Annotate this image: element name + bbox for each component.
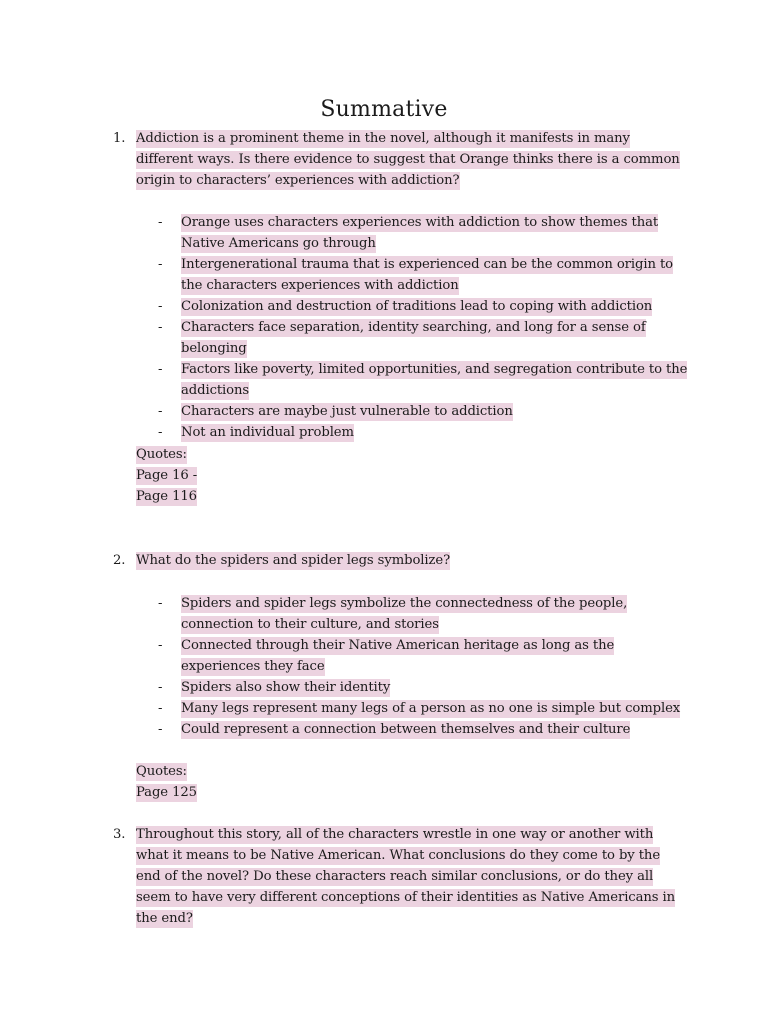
list-item xyxy=(158,296,688,317)
question-2-number: 2. xyxy=(113,553,126,568)
question-3-highlight: Throughout this story, all of the characters wrestle in one way or another with what it means to be Native American. What conclusions do they come to by the end of the novel? Do these characters reach similar conclusions, or do they all seem to have very different conceptions of their identities as Native Americans in the end? xyxy=(136,827,676,926)
question-2-highlight: What do the spiders and spider legs symbolize? xyxy=(136,553,451,568)
bullet-text: Intergenerational trauma that is experienced can be the common origin to the characters experiences with addiction xyxy=(181,257,673,293)
list-item xyxy=(158,422,688,443)
list-item xyxy=(158,401,688,422)
document-title xyxy=(0,96,768,124)
bullet-marker: - xyxy=(158,680,163,695)
list-item xyxy=(158,635,688,677)
title-text: Summative xyxy=(320,97,448,122)
question-3-number: 3. xyxy=(113,827,126,842)
list-item xyxy=(158,359,688,401)
list-item xyxy=(158,698,688,719)
list-item xyxy=(158,212,688,254)
bullet-marker: - xyxy=(158,404,163,419)
quotes-label: Quotes: xyxy=(136,764,187,779)
bullet-text: Spiders and spider legs symbolize the connectedness of the people, connection to their culture, and stories xyxy=(181,596,628,632)
bullet-marker: - xyxy=(158,362,163,377)
question-1-text xyxy=(136,128,684,191)
bullet-text: Connected through their Native American heritage as long as the experiences they face xyxy=(181,638,615,674)
list-item xyxy=(158,719,688,740)
bullet-marker: - xyxy=(158,701,163,716)
list-item xyxy=(158,593,688,635)
bullet-marker: - xyxy=(158,722,163,737)
bullet-text: Many legs represent many legs of a person as no one is simple but complex xyxy=(181,701,681,716)
bullet-marker: - xyxy=(158,215,163,230)
bullet-text: Spiders also show their identity xyxy=(181,680,391,695)
question-1-highlight: Addiction is a prominent theme in the novel, although it manifests in many different ways. Is there evidence to suggest that Orange thinks there is a common origin to characters’ experiences with addiction? xyxy=(136,131,680,188)
bullet-marker: - xyxy=(158,320,163,335)
bullet-marker: - xyxy=(158,596,163,611)
bullet-text: Could represent a connection between themselves and their culture xyxy=(181,722,631,737)
list-item xyxy=(158,254,688,296)
bullet-marker: - xyxy=(158,425,163,440)
question-1-number: 1. xyxy=(113,131,126,146)
bullet-text: Characters are maybe just vulnerable to addiction xyxy=(181,404,513,419)
bullet-text: Factors like poverty, limited opportunities, and segregation contribute to the addictions xyxy=(181,362,688,398)
bullet-marker: - xyxy=(158,299,163,314)
quote-page: Page 116 xyxy=(136,489,197,504)
question-2-bullet-list xyxy=(158,593,688,740)
bullet-marker: - xyxy=(158,257,163,272)
quote-page: Page 16 - xyxy=(136,468,198,483)
quotes-label: Quotes: xyxy=(136,447,187,462)
question-2-quotes xyxy=(136,761,197,803)
bullet-text: Orange uses characters experiences with addiction to show themes that Native Americans go through xyxy=(181,215,659,251)
question-2-text xyxy=(136,550,684,571)
question-3-text xyxy=(136,824,684,929)
list-item xyxy=(158,677,688,698)
quote-page: Page 125 xyxy=(136,785,197,800)
bullet-text: Characters face separation, identity searching, and long for a sense of belonging xyxy=(181,320,646,356)
list-item xyxy=(158,317,688,359)
bullet-text: Not an individual problem xyxy=(181,425,354,440)
bullet-text: Colonization and destruction of traditions lead to coping with addiction xyxy=(181,299,653,314)
question-1-bullet-list xyxy=(158,212,688,443)
question-1-quotes xyxy=(136,444,197,507)
bullet-marker: - xyxy=(158,638,163,653)
